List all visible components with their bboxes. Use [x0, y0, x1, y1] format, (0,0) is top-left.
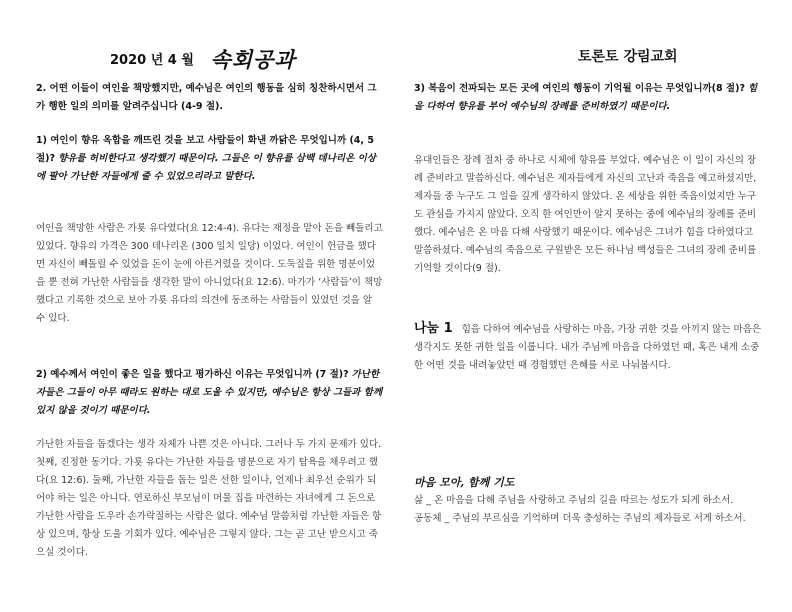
share-title: 나눔 1	[414, 321, 453, 336]
commentary-1: 여인을 책망한 사람은 가룟 유다였다(요 12:4-4). 유다는 재정을 맡아 돈을 빼돌리고 있었다. 향유의 가격은 300 데나리온 (300 일치 일당) 이었다. 여인이 헌금을 했다면 자신이 빼돌릴 수 있었을 돈이 눈에 아른거렸을 것이다. 도둑질을 위한 명분이었을 뿐 전혀 가난한 사람들을 생각한 말이 아니었다(요 12:6). 마가가 ‘사람들’이 책망했다고 기록한 것으로 보아 가룟 유다의 의견에 동조하는 사람들이 있었던 것을 알 수 있다.	[36, 223, 383, 324]
question-2: 2) 예수께서 여인이 좋은 일을 했다고 평가하신 이유는 무엇입니까 (7 절)?	[36, 369, 349, 380]
commentary-3: 유대인들은 장례 절차 중 하나로 시체에 향유를 부었다. 예수님은 이 일이 자신의 장례 준비라고 말씀하신다. 예수님은 제자들에게 자신의 고난과 죽음을 예고하셨지만, 제자들 중 누구도 그 일을 깊게 생각하지 않았다. 온 세상을 위한 죽음이었지만 누구도 관심을 가지지 않았다. 오직 한 여인만이 알지 못하는 중에 예수님의 장례를 준비했다. 예수님은 온 마음 다해 사랑했기 때문이다. 예수님은 그녀가 힘을 다하였다고 말씀하셨다. 예수님의 죽음으로 구원받은 모든 하나님 백성들은 그녀의 장례 준비를 기억할 것이다(9 절).	[414, 155, 757, 274]
prayer-life: 삶 _ 온 마음을 다해 주님을 사랑하고 주님의 길을 따르는 성도가 되게 하소서.	[414, 495, 734, 506]
prayer-section	[414, 474, 762, 528]
answer-3: 힘을 다하여 향유를 부어 예수님의 장례를 준비하였기 때문이다.	[414, 83, 758, 112]
question-3-block	[414, 80, 762, 116]
question-3: 3) 복음이 전파되는 모든 곳에 여인의 행동이 기억될 이유는 무엇입니까(8 절)?	[414, 83, 745, 94]
question-2-block	[36, 366, 384, 420]
prayer-community: 공동체 _ 주님의 부르심을 기억하며 더욱 충성하는 주님의 제자들로 서게 하소서.	[414, 513, 746, 524]
commentary-2: 가난한 자들을 돕겠다는 생각 자체가 나쁜 것은 아니다. 그러나 두 가지 문제가 있다. 첫째, 진정한 동기다. 가룟 유다는 가난한 자들을 명분으로 자기 탐욕을 채우려고 했다(요 12:6). 둘째, 가난한 자들을 돕는 일은 선한 일이나, 언제나 최우선 순위가 되어야 하는 일은 아니다. 연로하신 부모님이 머물 집을 마련하는 자녀에게 그 돈으로 가난한 사람을 도우라 손가락질하는 사람은 없다. 예수님 말씀처럼 가난한 자들은 항상 있으며, 항상 도울 기회가 있다. 예수님은 그렇지 않다. 그는 곧 고난 받으시고 죽으실 것이다.	[36, 439, 382, 558]
main-question: 2. 어떤 이들이 여인을 책망했지만, 예수님은 여인의 행동을 심히 칭찬하시면서 그가 행한 일의 의미를 알려주십니다 (4-9 절).	[36, 83, 377, 112]
answer-2: 가난한 자들은 그들이 아무 때라도 원하는 대로 도울 수 있지만, 예수님은 항상 그들과 함께 있지 않을 것이기 때문이다.	[36, 369, 383, 416]
page-header-date	[110, 44, 296, 74]
prayer-title: 마음 모아, 함께 기도	[414, 476, 515, 489]
share-text: 힘을 다하여 예수님을 사랑하는 마음, 가장 귀한 것을 아끼지 않는 마음은 생각지도 못한 귀한 일을 이룹니다. 내가 주님께 마음을 다하였던 때, 혹은 내게 소중한 어떤 것을 내려놓았던 때 경험했던 은혜를 서로 나눠봅시다.	[414, 324, 762, 371]
question-1: 1) 여인이 향유 옥합을 깨뜨린 것을 보고 사람들이 화낸 까닭은 무엇입니까 (4, 5 절)?	[36, 135, 374, 164]
handwritten-title: 속회공과	[210, 47, 296, 72]
answer-1: 향유를 허비한다고 생각했기 때문이다. 그들은 이 향유를 삼백 데나리온 이상에 팔아 가난한 자들에게 줄 수 있었으리라고 말한다.	[36, 153, 376, 182]
church-name: 토론토 강림교회	[578, 49, 678, 65]
question-1-block	[36, 132, 384, 186]
issue-date: 2020 년 4 월	[110, 53, 194, 68]
share-section	[414, 320, 762, 375]
